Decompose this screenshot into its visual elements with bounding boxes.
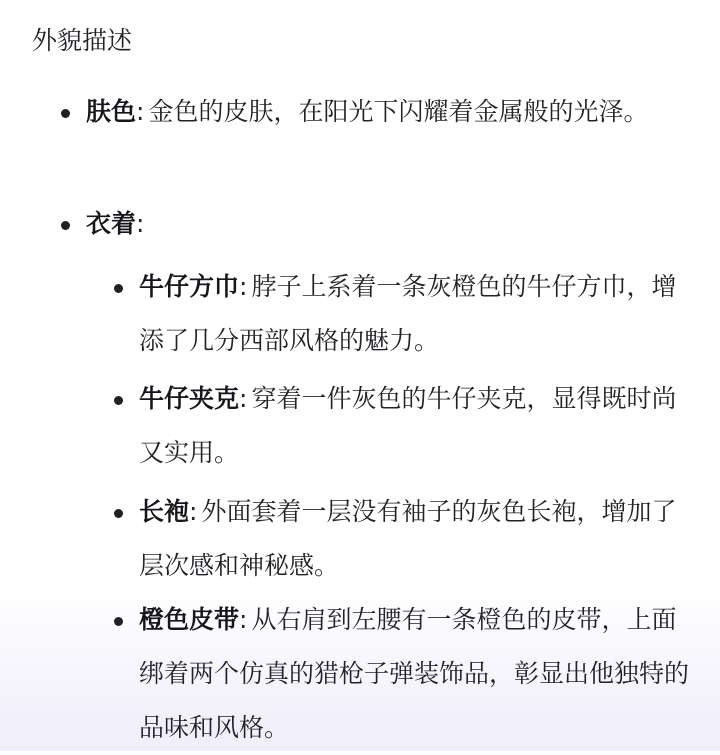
list-item-text: 金色的皮肤，在阳光下闪耀着金属般的光泽。	[148, 97, 649, 126]
list-item-separator: :	[136, 209, 145, 238]
sublist-item-bandana	[139, 260, 699, 368]
sublist-item-jacket	[139, 372, 699, 480]
section-heading: 外貌描述	[32, 26, 133, 55]
sublist-item-text: 外面套着一层没有袖子的灰色长袍，增加了层次感和神秘感。	[139, 497, 677, 580]
sublist-item-robe	[139, 485, 699, 593]
bullet-dot	[61, 109, 70, 118]
bullet-dot	[114, 617, 123, 626]
list-item-clothing	[86, 197, 696, 251]
sublist-item-label: 长袍	[139, 497, 190, 526]
sublist-item-separator: :	[239, 384, 248, 413]
bullet-dot	[114, 396, 123, 405]
sublist-item-body	[139, 485, 699, 593]
sublist-item-text: 从右肩到左腰有一条橙色的皮带，上面绑着两个仿真的猎枪子弹装饰品，彰显出他独特的品味和风格。	[139, 605, 690, 742]
sublist-item-text: 穿着一件灰色的牛仔夹克，显得既时尚又实用。	[139, 384, 677, 467]
sublist-item-body	[139, 372, 699, 480]
list-item-label: 肤色	[86, 97, 137, 126]
sublist-item-separator: :	[189, 497, 198, 526]
list-item-separator: :	[136, 97, 145, 126]
sublist-item-label: 牛仔方巾	[139, 272, 240, 301]
sublist-item-body	[139, 260, 699, 368]
sublist-item-belt	[139, 593, 699, 755]
list-item-skin	[86, 85, 696, 139]
sublist-item-text: 脖子上系着一条灰橙色的牛仔方巾，增添了几分西部风格的魅力。	[139, 272, 677, 355]
bullet-dot	[114, 284, 123, 293]
sublist-item-label: 牛仔夹克	[139, 384, 240, 413]
list-item-body	[86, 197, 696, 251]
sublist-item-separator: :	[239, 272, 248, 301]
sublist-item-body	[139, 593, 699, 755]
list-item-label: 衣着	[86, 209, 137, 238]
bullet-dot	[61, 221, 70, 230]
bullet-dot	[114, 509, 123, 518]
sublist-item-separator: :	[239, 605, 248, 634]
sublist-item-label: 橙色皮带	[139, 605, 240, 634]
list-item-body	[86, 85, 696, 139]
